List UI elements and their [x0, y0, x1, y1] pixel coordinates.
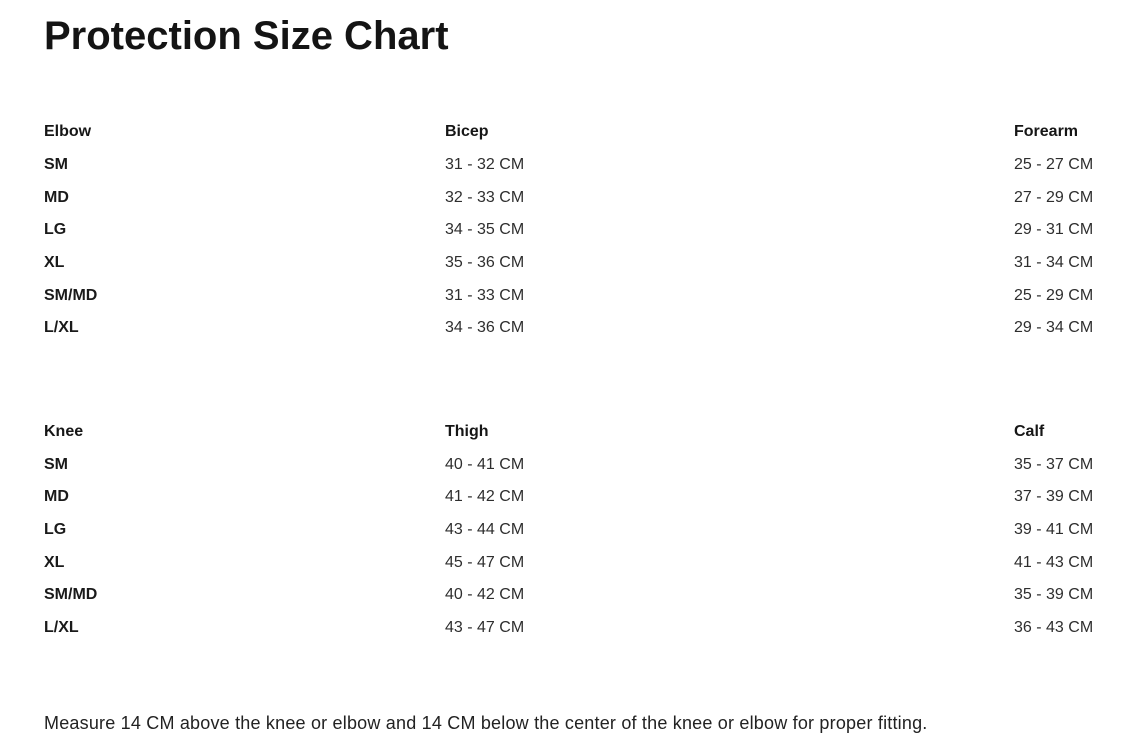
forearm-measure-cell: 25 - 27 CM — [1014, 155, 1094, 173]
calf-measure-cell: 35 - 39 CM — [1014, 586, 1094, 604]
column-header-bicep: Bicep — [445, 123, 489, 141]
bicep-measure-cell: 35 - 36 CM — [445, 253, 525, 271]
bicep-measure-cell: 31 - 32 CM — [445, 155, 525, 173]
size-cell: SM — [44, 455, 68, 473]
table-row — [44, 181, 1097, 214]
size-cell: XL — [44, 553, 65, 571]
table-row — [44, 448, 1097, 481]
table-header-row — [44, 116, 1097, 149]
size-cell: MD — [44, 188, 69, 206]
elbow-size-table — [44, 116, 1097, 345]
table-header-row — [44, 416, 1097, 449]
column-header-forearm: Forearm — [1014, 123, 1079, 141]
thigh-measure-cell: 40 - 42 CM — [445, 586, 525, 604]
thigh-measure-cell: 41 - 42 CM — [445, 488, 525, 506]
calf-measure-cell: 35 - 37 CM — [1014, 455, 1094, 473]
size-cell: MD — [44, 488, 69, 506]
thigh-measure-cell: 43 - 44 CM — [445, 520, 525, 538]
column-header-elbow: Elbow — [44, 123, 92, 141]
column-header-thigh: Thigh — [445, 422, 489, 440]
forearm-measure-cell: 29 - 31 CM — [1014, 221, 1094, 239]
page-container — [0, 12, 1121, 734]
thigh-measure-cell: 40 - 41 CM — [445, 455, 525, 473]
table-row — [44, 312, 1097, 345]
size-cell: XL — [44, 253, 65, 271]
size-cell: SM — [44, 155, 68, 173]
bicep-measure-cell: 34 - 36 CM — [445, 319, 525, 337]
forearm-measure-cell: 27 - 29 CM — [1014, 188, 1094, 206]
column-header-calf: Calf — [1014, 422, 1045, 440]
forearm-measure-cell: 25 - 29 CM — [1014, 286, 1094, 304]
table-row — [44, 279, 1097, 312]
table-row — [44, 481, 1097, 514]
knee-size-table — [44, 416, 1097, 645]
size-cell: LG — [44, 520, 67, 538]
bicep-measure-cell: 32 - 33 CM — [445, 188, 525, 206]
forearm-measure-cell: 31 - 34 CM — [1014, 253, 1094, 271]
table-row — [44, 612, 1097, 645]
column-header-knee: Knee — [44, 422, 84, 440]
table-row — [44, 514, 1097, 547]
size-cell: L/XL — [44, 319, 79, 337]
calf-measure-cell: 36 - 43 CM — [1014, 618, 1094, 636]
size-cell: L/XL — [44, 618, 79, 636]
thigh-measure-cell: 43 - 47 CM — [445, 618, 525, 636]
bicep-measure-cell: 34 - 35 CM — [445, 221, 525, 239]
thigh-measure-cell: 45 - 47 CM — [445, 553, 525, 571]
fitting-instruction-note: Measure 14 CM above the knee or elbow and 14 CM below the center of the knee or elbow for proper fitting. — [44, 713, 928, 734]
table-row — [44, 149, 1097, 182]
table-row — [44, 579, 1097, 612]
table-row — [44, 546, 1097, 579]
page-title: Protection Size Chart — [44, 14, 449, 58]
size-cell: LG — [44, 221, 67, 239]
size-cell: SM/MD — [44, 286, 98, 304]
bicep-measure-cell: 31 - 33 CM — [445, 286, 525, 304]
calf-measure-cell: 37 - 39 CM — [1014, 488, 1094, 506]
table-row — [44, 247, 1097, 280]
calf-measure-cell: 39 - 41 CM — [1014, 520, 1094, 538]
table-row — [44, 214, 1097, 247]
forearm-measure-cell: 29 - 34 CM — [1014, 319, 1094, 337]
calf-measure-cell: 41 - 43 CM — [1014, 553, 1094, 571]
size-cell: SM/MD — [44, 586, 98, 604]
